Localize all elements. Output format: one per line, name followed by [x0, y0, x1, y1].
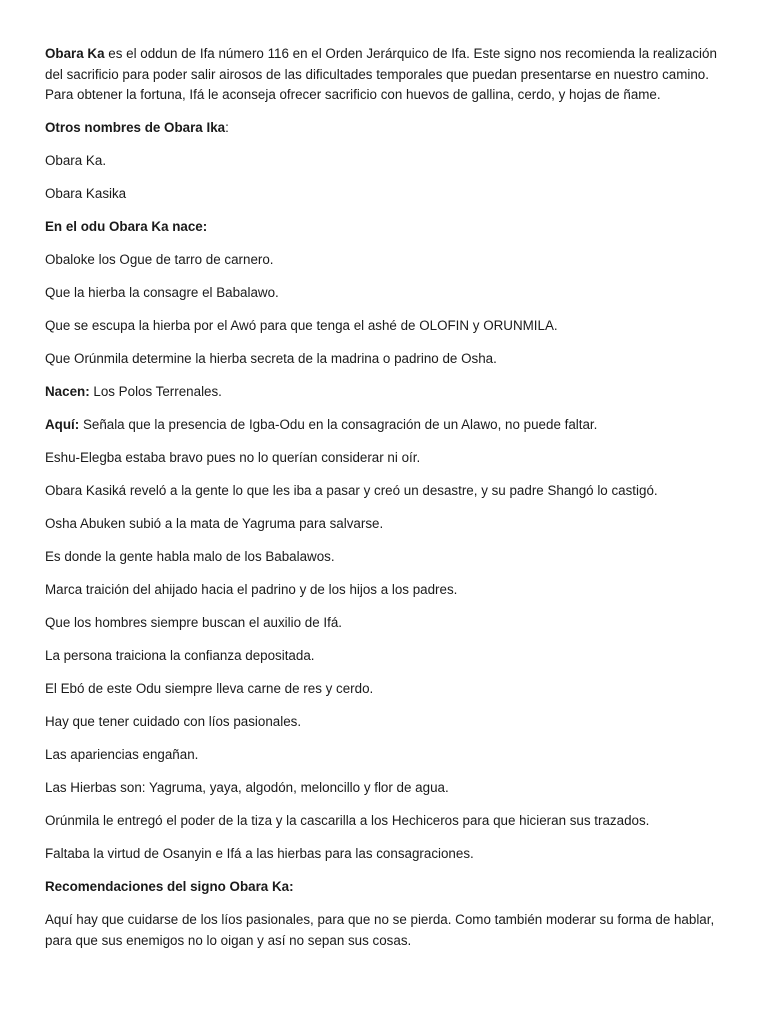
intro-lead: Obara Ka: [45, 46, 105, 61]
statement-item: Marca traición del ahijado hacia el padrino y de los hijos a los padres.: [45, 582, 458, 597]
intro-text: es el oddun de Ifa número 116 en el Orden Jerárquico de Ifa. Este signo nos recomienda la realización del sacrificio para poder salir airosos de las dificultades temporales que puedan presentarse en nuestro camino. Para obtener la fortuna, Ifá le aconseja ofrecer sacrificio con huevos de gallina, cerdo, y hojas de ñame.: [45, 46, 717, 102]
other-names-heading-text: Otros nombres de Obara Ika: [45, 120, 226, 135]
statement-item: El Ebó de este Odu siempre lleva carne de res y cerdo.: [45, 681, 374, 696]
other-name-item: Obara Kasika: [45, 186, 127, 201]
document-page: [45, 44, 725, 951]
born-item: Que se escupa la hierba por el Awó para que tenga el ashé de OLOFIN y ORUNMILA.: [45, 318, 558, 333]
born-item: Obaloke los Ogue de tarro de carnero.: [45, 252, 274, 267]
nacen-paragraph: [45, 382, 725, 403]
statement-item: Es donde la gente habla malo de los Babalawos.: [45, 549, 335, 564]
statement-item: La persona traiciona la confianza depositada.: [45, 648, 315, 663]
aqui-text: Señala que la presencia de Igba-Odu en la consagración de un Alawo, no puede faltar.: [79, 417, 598, 432]
statement-item: Osha Abuken subió a la mata de Yagruma para salvarse.: [45, 516, 384, 531]
other-names-heading-colon: :: [225, 120, 229, 135]
other-names-heading: [45, 118, 725, 139]
nacen-label: Nacen:: [45, 384, 90, 399]
statement-item: Obara Kasiká reveló a la gente lo que les iba a pasar y creó un desastre, y su padre Shangó lo castigó.: [45, 483, 658, 498]
born-item: Que Orúnmila determine la hierba secreta de la madrina o padrino de Osha.: [45, 351, 497, 366]
other-name-item: Obara Ka.: [45, 153, 107, 168]
statement-item: Eshu-Elegba estaba bravo pues no lo querían considerar ni oír.: [45, 450, 421, 465]
statement-item: Faltaba la virtud de Osanyin e Ifá a las hierbas para las consagraciones.: [45, 846, 474, 861]
nacen-text: Los Polos Terrenales.: [89, 384, 222, 399]
born-item: Que la hierba la consagre el Babalawo.: [45, 285, 279, 300]
statement-item: Las Hierbas son: Yagruma, yaya, algodón, meloncillo y flor de agua.: [45, 780, 449, 795]
recommendations-text: Aquí hay que cuidarse de los líos pasionales, para que no se pierda. Como también moderar su forma de hablar, para que sus enemigos no lo oigan y así no sepan sus cosas.: [45, 912, 715, 948]
statement-item: Orúnmila le entregó el poder de la tiza y la cascarilla a los Hechiceros para que hicieran sus trazados.: [45, 813, 650, 828]
statement-item: Hay que tener cuidado con líos pasionales.: [45, 714, 302, 729]
recommendations-heading: Recomendaciones del signo Obara Ka:: [45, 879, 294, 894]
born-heading: En el odu Obara Ka nace:: [45, 219, 208, 234]
statement-item: Que los hombres siempre buscan el auxilio de Ifá.: [45, 615, 342, 630]
aqui-paragraph: [45, 415, 725, 436]
intro-paragraph: [45, 44, 725, 106]
aqui-label: Aquí:: [45, 417, 80, 432]
statement-item: Las apariencias engañan.: [45, 747, 199, 762]
